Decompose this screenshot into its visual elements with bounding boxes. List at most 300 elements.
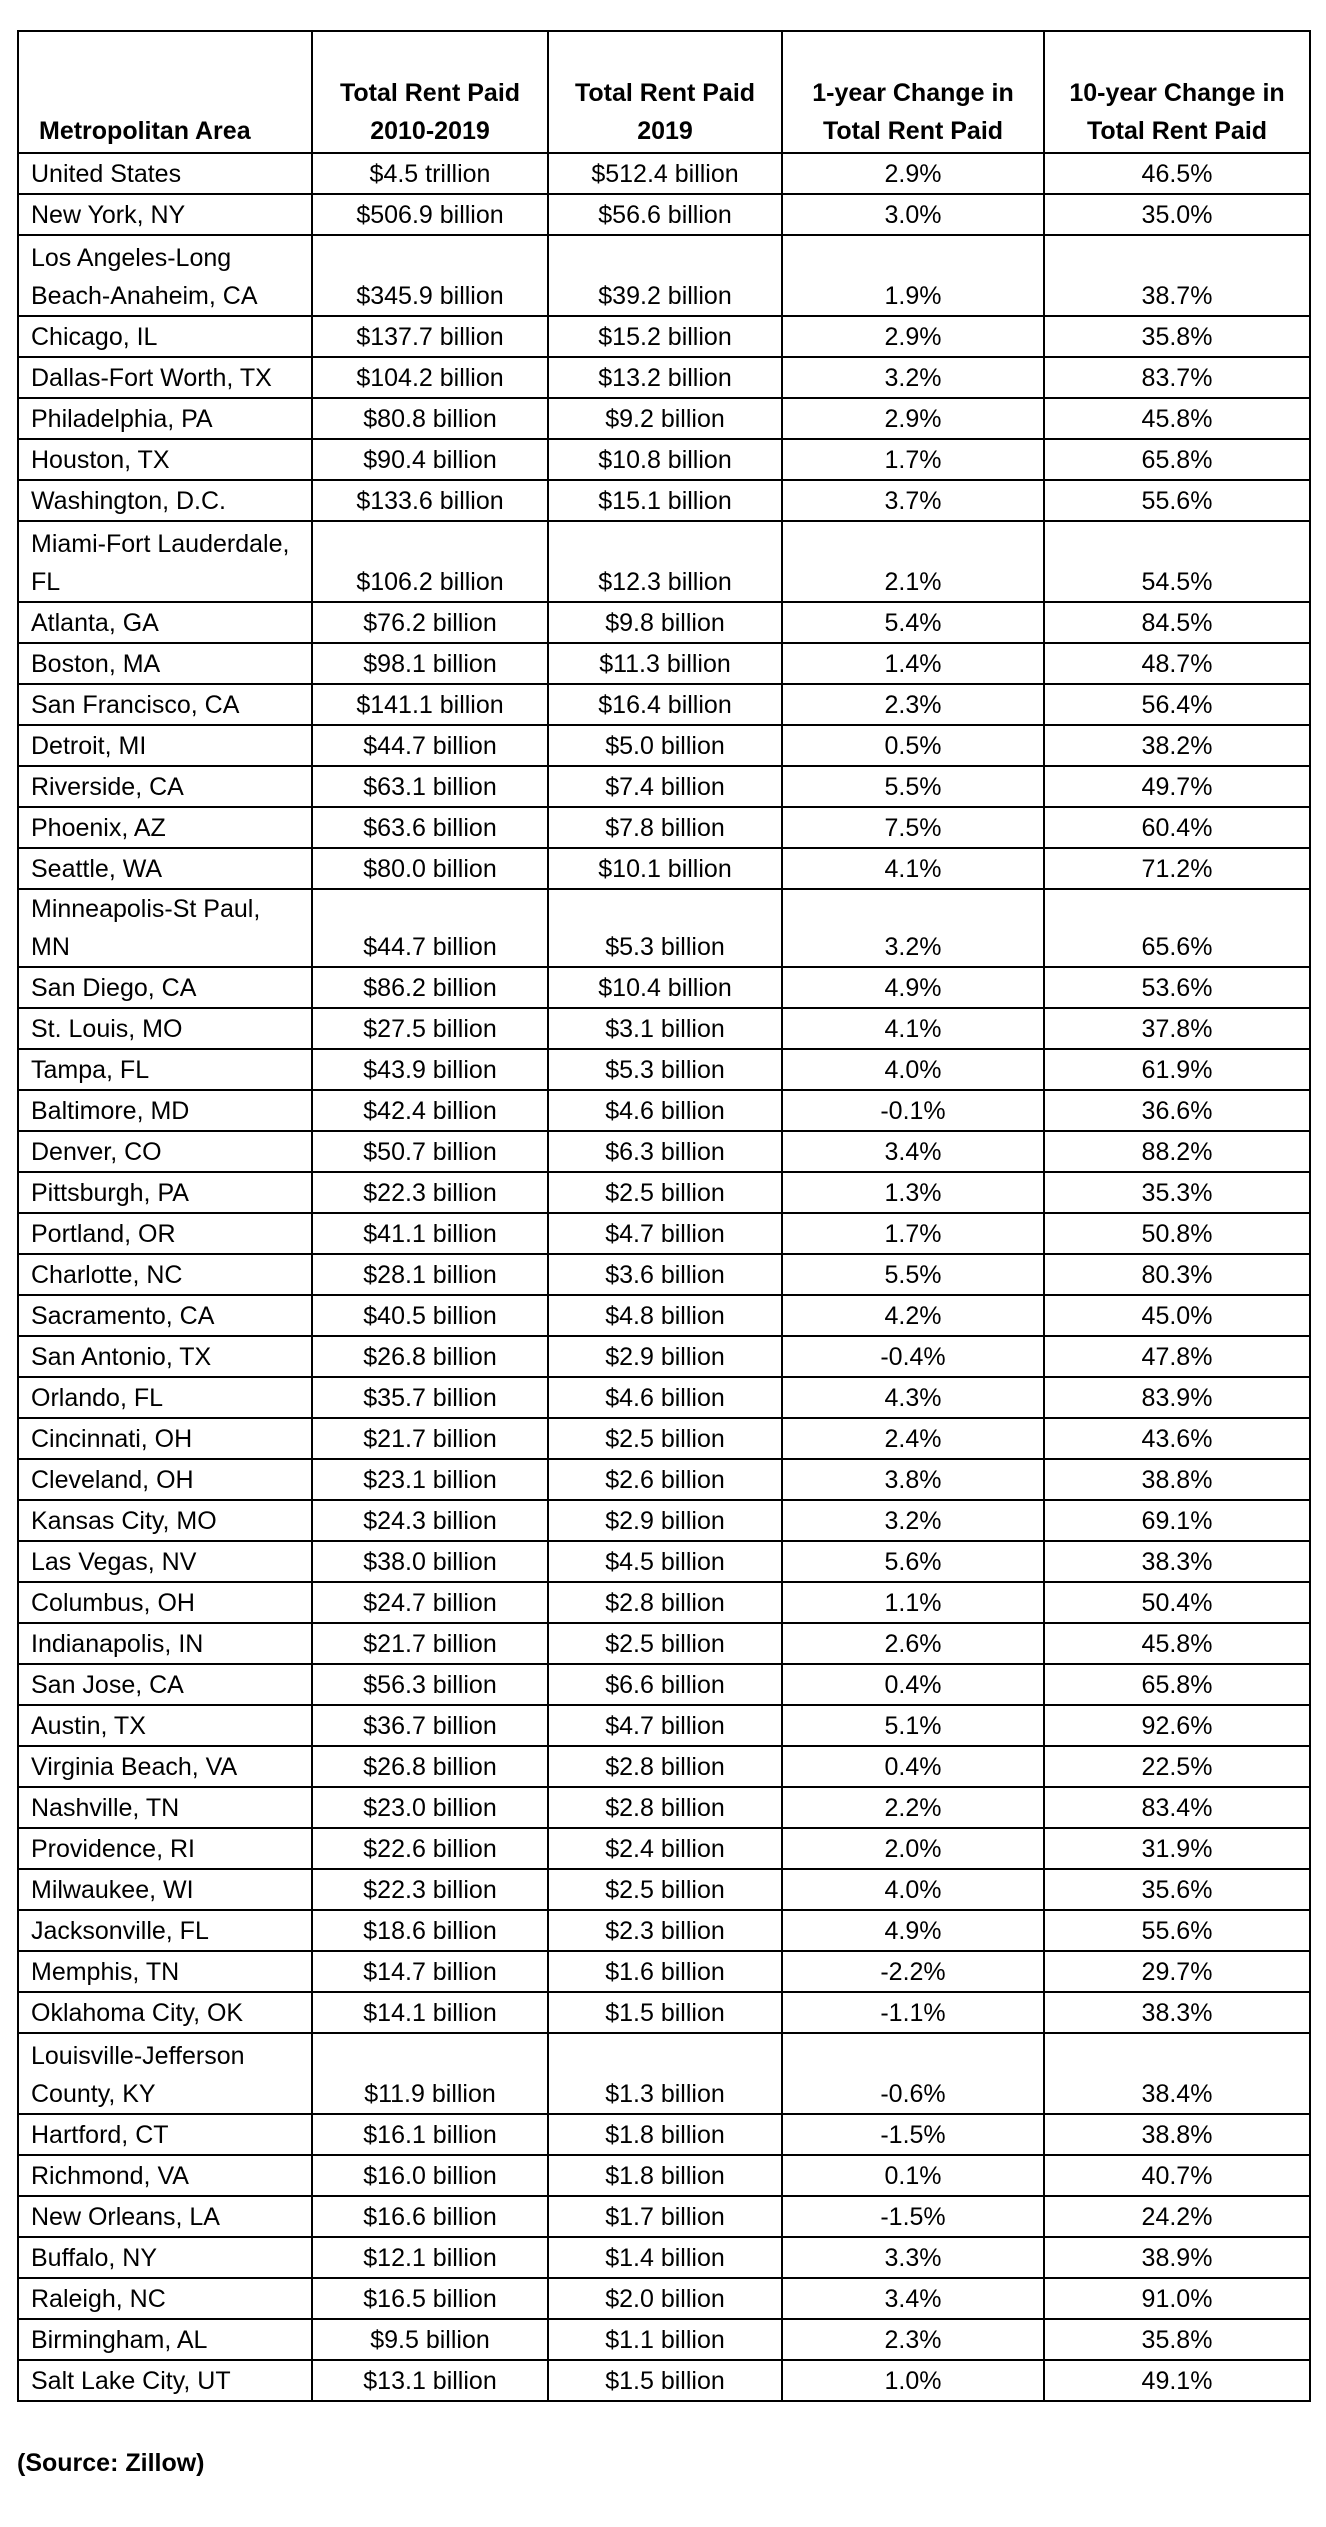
total-rent-2010-2019-cell: $13.1 billion xyxy=(312,2360,548,2401)
one-year-change-cell: -1.5% xyxy=(782,2114,1044,2155)
header-1-year-change: 1-year Change in Total Rent Paid xyxy=(782,31,1044,153)
total-rent-2019-cell: $16.4 billion xyxy=(548,684,782,725)
one-year-change-cell: -0.4% xyxy=(782,1336,1044,1377)
metro-area-cell: New York, NY xyxy=(18,194,312,235)
one-year-change-cell: 5.1% xyxy=(782,1705,1044,1746)
table-row xyxy=(18,1869,1310,1910)
one-year-change-cell: -0.1% xyxy=(782,1090,1044,1131)
table-row xyxy=(18,1090,1310,1131)
one-year-change-cell: 1.7% xyxy=(782,439,1044,480)
metro-area-cell: Minneapolis-St Paul, MN xyxy=(18,889,312,967)
total-rent-2019-cell: $7.8 billion xyxy=(548,807,782,848)
one-year-change-cell: 1.3% xyxy=(782,1172,1044,1213)
total-rent-2019-cell: $4.5 billion xyxy=(548,1541,782,1582)
one-year-change-cell: 5.5% xyxy=(782,1254,1044,1295)
header-metropolitan-area: Metropolitan Area xyxy=(18,31,312,153)
ten-year-change-cell: 60.4% xyxy=(1044,807,1310,848)
metro-area-cell: Cincinnati, OH xyxy=(18,1418,312,1459)
metro-area-cell: Memphis, TN xyxy=(18,1951,312,1992)
total-rent-2019-cell: $10.8 billion xyxy=(548,439,782,480)
table-row xyxy=(18,1172,1310,1213)
total-rent-2019-cell: $2.5 billion xyxy=(548,1623,782,1664)
one-year-change-cell: 3.7% xyxy=(782,480,1044,521)
metro-area-cell: Chicago, IL xyxy=(18,316,312,357)
total-rent-2019-cell: $4.8 billion xyxy=(548,1295,782,1336)
total-rent-2010-2019-cell: $4.5 trillion xyxy=(312,153,548,194)
ten-year-change-cell: 35.8% xyxy=(1044,316,1310,357)
ten-year-change-cell: 43.6% xyxy=(1044,1418,1310,1459)
table-row xyxy=(18,1951,1310,1992)
total-rent-2010-2019-cell: $80.8 billion xyxy=(312,398,548,439)
total-rent-2010-2019-cell: $16.5 billion xyxy=(312,2278,548,2319)
metro-area-cell: New Orleans, LA xyxy=(18,2196,312,2237)
total-rent-2010-2019-cell: $9.5 billion xyxy=(312,2319,548,2360)
total-rent-2010-2019-cell: $76.2 billion xyxy=(312,602,548,643)
ten-year-change-cell: 65.6% xyxy=(1044,889,1310,967)
table-row xyxy=(18,684,1310,725)
total-rent-2010-2019-cell: $41.1 billion xyxy=(312,1213,548,1254)
one-year-change-cell: 5.6% xyxy=(782,1541,1044,1582)
total-rent-2019-cell: $512.4 billion xyxy=(548,153,782,194)
one-year-change-cell: 3.2% xyxy=(782,1500,1044,1541)
total-rent-2019-cell: $39.2 billion xyxy=(548,235,782,316)
ten-year-change-cell: 45.0% xyxy=(1044,1295,1310,1336)
ten-year-change-cell: 38.3% xyxy=(1044,1541,1310,1582)
total-rent-2019-cell: $15.1 billion xyxy=(548,480,782,521)
metro-area-cell: Salt Lake City, UT xyxy=(18,2360,312,2401)
total-rent-2010-2019-cell: $21.7 billion xyxy=(312,1623,548,1664)
total-rent-2010-2019-cell: $16.0 billion xyxy=(312,2155,548,2196)
table-row xyxy=(18,1459,1310,1500)
total-rent-2019-cell: $6.3 billion xyxy=(548,1131,782,1172)
total-rent-2010-2019-cell: $40.5 billion xyxy=(312,1295,548,1336)
metro-area-cell: Boston, MA xyxy=(18,643,312,684)
total-rent-2010-2019-cell: $22.6 billion xyxy=(312,1828,548,1869)
total-rent-2019-cell: $2.9 billion xyxy=(548,1500,782,1541)
table-row xyxy=(18,1500,1310,1541)
ten-year-change-cell: 38.7% xyxy=(1044,235,1310,316)
ten-year-change-cell: 65.8% xyxy=(1044,1664,1310,1705)
one-year-change-cell: 2.2% xyxy=(782,1787,1044,1828)
total-rent-2010-2019-cell: $27.5 billion xyxy=(312,1008,548,1049)
metro-area-cell: Buffalo, NY xyxy=(18,2237,312,2278)
table-row xyxy=(18,1582,1310,1623)
metro-area-cell: Hartford, CT xyxy=(18,2114,312,2155)
total-rent-2010-2019-cell: $16.6 billion xyxy=(312,2196,548,2237)
metro-area-cell: Birmingham, AL xyxy=(18,2319,312,2360)
total-rent-2019-cell: $5.3 billion xyxy=(548,1049,782,1090)
metro-area-cell: San Francisco, CA xyxy=(18,684,312,725)
ten-year-change-cell: 69.1% xyxy=(1044,1500,1310,1541)
ten-year-change-cell: 35.0% xyxy=(1044,194,1310,235)
ten-year-change-cell: 35.6% xyxy=(1044,1869,1310,1910)
total-rent-2010-2019-cell: $14.1 billion xyxy=(312,1992,548,2033)
table-row xyxy=(18,1254,1310,1295)
total-rent-2010-2019-cell: $44.7 billion xyxy=(312,725,548,766)
total-rent-2019-cell: $2.4 billion xyxy=(548,1828,782,1869)
total-rent-2010-2019-cell: $345.9 billion xyxy=(312,235,548,316)
one-year-change-cell: 2.3% xyxy=(782,2319,1044,2360)
metro-area-cell: Nashville, TN xyxy=(18,1787,312,1828)
total-rent-2019-cell: $4.7 billion xyxy=(548,1705,782,1746)
metro-area-cell: Los Angeles-Long Beach-Anaheim, CA xyxy=(18,235,312,316)
total-rent-2010-2019-cell: $23.0 billion xyxy=(312,1787,548,1828)
table-row xyxy=(18,2114,1310,2155)
total-rent-2010-2019-cell: $44.7 billion xyxy=(312,889,548,967)
table-row xyxy=(18,1008,1310,1049)
total-rent-2019-cell: $7.4 billion xyxy=(548,766,782,807)
total-rent-2010-2019-cell: $98.1 billion xyxy=(312,643,548,684)
one-year-change-cell: 4.2% xyxy=(782,1295,1044,1336)
ten-year-change-cell: 38.8% xyxy=(1044,1459,1310,1500)
one-year-change-cell: -1.1% xyxy=(782,1992,1044,2033)
table-row xyxy=(18,398,1310,439)
one-year-change-cell: 5.5% xyxy=(782,766,1044,807)
total-rent-2019-cell: $11.3 billion xyxy=(548,643,782,684)
total-rent-2010-2019-cell: $21.7 billion xyxy=(312,1418,548,1459)
table-row xyxy=(18,1295,1310,1336)
one-year-change-cell: 2.1% xyxy=(782,521,1044,602)
ten-year-change-cell: 50.8% xyxy=(1044,1213,1310,1254)
table-row xyxy=(18,1992,1310,2033)
total-rent-2010-2019-cell: $11.9 billion xyxy=(312,2033,548,2114)
metro-area-cell: Phoenix, AZ xyxy=(18,807,312,848)
metro-area-cell: Milwaukee, WI xyxy=(18,1869,312,1910)
one-year-change-cell: 7.5% xyxy=(782,807,1044,848)
ten-year-change-cell: 91.0% xyxy=(1044,2278,1310,2319)
total-rent-2019-cell: $15.2 billion xyxy=(548,316,782,357)
metro-area-cell: Miami-Fort Lauderdale, FL xyxy=(18,521,312,602)
ten-year-change-cell: 38.9% xyxy=(1044,2237,1310,2278)
table-body xyxy=(18,153,1310,2401)
total-rent-2019-cell: $2.6 billion xyxy=(548,1459,782,1500)
ten-year-change-cell: 71.2% xyxy=(1044,848,1310,889)
one-year-change-cell: -1.5% xyxy=(782,2196,1044,2237)
ten-year-change-cell: 48.7% xyxy=(1044,643,1310,684)
table-row xyxy=(18,807,1310,848)
one-year-change-cell: 3.4% xyxy=(782,2278,1044,2319)
table-row xyxy=(18,1049,1310,1090)
total-rent-2019-cell: $3.6 billion xyxy=(548,1254,782,1295)
table-row xyxy=(18,643,1310,684)
total-rent-2019-cell: $5.0 billion xyxy=(548,725,782,766)
table-row xyxy=(18,521,1310,602)
one-year-change-cell: 3.4% xyxy=(782,1131,1044,1172)
one-year-change-cell: 2.3% xyxy=(782,684,1044,725)
ten-year-change-cell: 24.2% xyxy=(1044,2196,1310,2237)
metro-area-cell: Portland, OR xyxy=(18,1213,312,1254)
ten-year-change-cell: 84.5% xyxy=(1044,602,1310,643)
metro-area-cell: Columbus, OH xyxy=(18,1582,312,1623)
total-rent-2010-2019-cell: $42.4 billion xyxy=(312,1090,548,1131)
table-row xyxy=(18,1787,1310,1828)
total-rent-2010-2019-cell: $18.6 billion xyxy=(312,1910,548,1951)
ten-year-change-cell: 56.4% xyxy=(1044,684,1310,725)
ten-year-change-cell: 38.3% xyxy=(1044,1992,1310,2033)
table-row xyxy=(18,602,1310,643)
table-row xyxy=(18,1213,1310,1254)
one-year-change-cell: 2.9% xyxy=(782,153,1044,194)
table-row xyxy=(18,153,1310,194)
one-year-change-cell: 0.4% xyxy=(782,1664,1044,1705)
one-year-change-cell: 4.9% xyxy=(782,967,1044,1008)
total-rent-2010-2019-cell: $23.1 billion xyxy=(312,1459,548,1500)
metro-area-cell: United States xyxy=(18,153,312,194)
total-rent-2019-cell: $2.3 billion xyxy=(548,1910,782,1951)
one-year-change-cell: 3.2% xyxy=(782,357,1044,398)
total-rent-2019-cell: $6.6 billion xyxy=(548,1664,782,1705)
total-rent-2010-2019-cell: $133.6 billion xyxy=(312,480,548,521)
total-rent-2010-2019-cell: $24.3 billion xyxy=(312,1500,548,1541)
ten-year-change-cell: 49.1% xyxy=(1044,2360,1310,2401)
ten-year-change-cell: 38.4% xyxy=(1044,2033,1310,2114)
one-year-change-cell: 2.0% xyxy=(782,1828,1044,1869)
total-rent-2019-cell: $2.9 billion xyxy=(548,1336,782,1377)
table-row xyxy=(18,2033,1310,2114)
ten-year-change-cell: 45.8% xyxy=(1044,1623,1310,1664)
table-row xyxy=(18,2155,1310,2196)
total-rent-2019-cell: $1.4 billion xyxy=(548,2237,782,2278)
metro-area-cell: Baltimore, MD xyxy=(18,1090,312,1131)
metro-area-cell: Denver, CO xyxy=(18,1131,312,1172)
total-rent-2010-2019-cell: $104.2 billion xyxy=(312,357,548,398)
one-year-change-cell: 4.9% xyxy=(782,1910,1044,1951)
total-rent-2010-2019-cell: $26.8 billion xyxy=(312,1746,548,1787)
total-rent-2019-cell: $13.2 billion xyxy=(548,357,782,398)
header-10-year-change: 10-year Change in Total Rent Paid xyxy=(1044,31,1310,153)
one-year-change-cell: 0.1% xyxy=(782,2155,1044,2196)
ten-year-change-cell: 65.8% xyxy=(1044,439,1310,480)
total-rent-2010-2019-cell: $63.6 billion xyxy=(312,807,548,848)
table-row xyxy=(18,1664,1310,1705)
ten-year-change-cell: 83.7% xyxy=(1044,357,1310,398)
metro-area-cell: San Jose, CA xyxy=(18,1664,312,1705)
table-row xyxy=(18,1910,1310,1951)
total-rent-2019-cell: $2.0 billion xyxy=(548,2278,782,2319)
metro-area-cell: Providence, RI xyxy=(18,1828,312,1869)
ten-year-change-cell: 45.8% xyxy=(1044,398,1310,439)
metro-area-cell: Charlotte, NC xyxy=(18,1254,312,1295)
total-rent-2019-cell: $4.6 billion xyxy=(548,1377,782,1418)
ten-year-change-cell: 40.7% xyxy=(1044,2155,1310,2196)
metro-area-cell: Cleveland, OH xyxy=(18,1459,312,1500)
table-row xyxy=(18,2360,1310,2401)
total-rent-2019-cell: $2.5 billion xyxy=(548,1172,782,1213)
one-year-change-cell: 1.1% xyxy=(782,1582,1044,1623)
one-year-change-cell: 3.3% xyxy=(782,2237,1044,2278)
ten-year-change-cell: 47.8% xyxy=(1044,1336,1310,1377)
one-year-change-cell: -2.2% xyxy=(782,1951,1044,1992)
total-rent-2010-2019-cell: $22.3 billion xyxy=(312,1172,548,1213)
total-rent-2019-cell: $1.3 billion xyxy=(548,2033,782,2114)
total-rent-2019-cell: $5.3 billion xyxy=(548,889,782,967)
one-year-change-cell: 1.9% xyxy=(782,235,1044,316)
table-row xyxy=(18,889,1310,967)
total-rent-2019-cell: $1.5 billion xyxy=(548,1992,782,2033)
one-year-change-cell: 0.5% xyxy=(782,725,1044,766)
table-row xyxy=(18,725,1310,766)
ten-year-change-cell: 50.4% xyxy=(1044,1582,1310,1623)
table-row xyxy=(18,967,1310,1008)
total-rent-2019-cell: $2.8 billion xyxy=(548,1746,782,1787)
total-rent-2010-2019-cell: $106.2 billion xyxy=(312,521,548,602)
ten-year-change-cell: 38.8% xyxy=(1044,2114,1310,2155)
table-row xyxy=(18,439,1310,480)
total-rent-2010-2019-cell: $86.2 billion xyxy=(312,967,548,1008)
total-rent-2010-2019-cell: $14.7 billion xyxy=(312,1951,548,1992)
total-rent-2010-2019-cell: $90.4 billion xyxy=(312,439,548,480)
table-row xyxy=(18,2319,1310,2360)
total-rent-2019-cell: $1.8 billion xyxy=(548,2155,782,2196)
total-rent-2019-cell: $10.1 billion xyxy=(548,848,782,889)
ten-year-change-cell: 53.6% xyxy=(1044,967,1310,1008)
total-rent-2010-2019-cell: $506.9 billion xyxy=(312,194,548,235)
header-row xyxy=(18,31,1310,153)
table-row xyxy=(18,1377,1310,1418)
total-rent-2019-cell: $2.8 billion xyxy=(548,1787,782,1828)
total-rent-2019-cell: $4.7 billion xyxy=(548,1213,782,1254)
header-total-rent-2019: Total Rent Paid 2019 xyxy=(548,31,782,153)
total-rent-2019-cell: $9.8 billion xyxy=(548,602,782,643)
total-rent-2010-2019-cell: $16.1 billion xyxy=(312,2114,548,2155)
total-rent-2010-2019-cell: $38.0 billion xyxy=(312,1541,548,1582)
metro-area-cell: Philadelphia, PA xyxy=(18,398,312,439)
metro-area-cell: Virginia Beach, VA xyxy=(18,1746,312,1787)
rent-table xyxy=(17,30,1311,2402)
total-rent-2010-2019-cell: $56.3 billion xyxy=(312,1664,548,1705)
ten-year-change-cell: 22.5% xyxy=(1044,1746,1310,1787)
ten-year-change-cell: 83.9% xyxy=(1044,1377,1310,1418)
metro-area-cell: Seattle, WA xyxy=(18,848,312,889)
metro-area-cell: Kansas City, MO xyxy=(18,1500,312,1541)
metro-area-cell: Riverside, CA xyxy=(18,766,312,807)
total-rent-2010-2019-cell: $50.7 billion xyxy=(312,1131,548,1172)
one-year-change-cell: -0.6% xyxy=(782,2033,1044,2114)
ten-year-change-cell: 49.7% xyxy=(1044,766,1310,807)
one-year-change-cell: 1.0% xyxy=(782,2360,1044,2401)
table-row xyxy=(18,1336,1310,1377)
total-rent-2019-cell: $2.5 billion xyxy=(548,1869,782,1910)
one-year-change-cell: 4.0% xyxy=(782,1049,1044,1090)
metro-area-cell: Tampa, FL xyxy=(18,1049,312,1090)
one-year-change-cell: 3.2% xyxy=(782,889,1044,967)
metro-area-cell: Louisville-Jefferson County, KY xyxy=(18,2033,312,2114)
metro-area-cell: Las Vegas, NV xyxy=(18,1541,312,1582)
total-rent-2019-cell: $10.4 billion xyxy=(548,967,782,1008)
table-row xyxy=(18,2278,1310,2319)
ten-year-change-cell: 46.5% xyxy=(1044,153,1310,194)
ten-year-change-cell: 35.3% xyxy=(1044,1172,1310,1213)
table-row xyxy=(18,1131,1310,1172)
total-rent-2019-cell: $1.7 billion xyxy=(548,2196,782,2237)
metro-area-cell: Sacramento, CA xyxy=(18,1295,312,1336)
total-rent-2010-2019-cell: $12.1 billion xyxy=(312,2237,548,2278)
source-note: (Source: Zillow) xyxy=(17,2449,205,2477)
ten-year-change-cell: 80.3% xyxy=(1044,1254,1310,1295)
total-rent-2010-2019-cell: $137.7 billion xyxy=(312,316,548,357)
one-year-change-cell: 2.9% xyxy=(782,316,1044,357)
ten-year-change-cell: 54.5% xyxy=(1044,521,1310,602)
table-row xyxy=(18,766,1310,807)
one-year-change-cell: 4.3% xyxy=(782,1377,1044,1418)
table-row xyxy=(18,357,1310,398)
one-year-change-cell: 1.7% xyxy=(782,1213,1044,1254)
one-year-change-cell: 4.0% xyxy=(782,1869,1044,1910)
metro-area-cell: St. Louis, MO xyxy=(18,1008,312,1049)
total-rent-2019-cell: $1.6 billion xyxy=(548,1951,782,1992)
total-rent-2019-cell: $2.8 billion xyxy=(548,1582,782,1623)
one-year-change-cell: 2.4% xyxy=(782,1418,1044,1459)
total-rent-2019-cell: $4.6 billion xyxy=(548,1090,782,1131)
metro-area-cell: Washington, D.C. xyxy=(18,480,312,521)
total-rent-2010-2019-cell: $35.7 billion xyxy=(312,1377,548,1418)
metro-area-cell: Raleigh, NC xyxy=(18,2278,312,2319)
table-row xyxy=(18,2196,1310,2237)
table-row xyxy=(18,1541,1310,1582)
metro-area-cell: San Antonio, TX xyxy=(18,1336,312,1377)
total-rent-2019-cell: $3.1 billion xyxy=(548,1008,782,1049)
one-year-change-cell: 0.4% xyxy=(782,1746,1044,1787)
total-rent-2010-2019-cell: $43.9 billion xyxy=(312,1049,548,1090)
table-row xyxy=(18,1746,1310,1787)
ten-year-change-cell: 61.9% xyxy=(1044,1049,1310,1090)
metro-area-cell: Houston, TX xyxy=(18,439,312,480)
table-row xyxy=(18,316,1310,357)
ten-year-change-cell: 55.6% xyxy=(1044,1910,1310,1951)
total-rent-2010-2019-cell: $141.1 billion xyxy=(312,684,548,725)
metro-area-cell: Richmond, VA xyxy=(18,2155,312,2196)
ten-year-change-cell: 38.2% xyxy=(1044,725,1310,766)
metro-area-cell: Detroit, MI xyxy=(18,725,312,766)
total-rent-2019-cell: $56.6 billion xyxy=(548,194,782,235)
total-rent-2010-2019-cell: $24.7 billion xyxy=(312,1582,548,1623)
ten-year-change-cell: 35.8% xyxy=(1044,2319,1310,2360)
total-rent-2019-cell: $1.1 billion xyxy=(548,2319,782,2360)
table-row xyxy=(18,1623,1310,1664)
one-year-change-cell: 3.8% xyxy=(782,1459,1044,1500)
total-rent-2019-cell: $1.5 billion xyxy=(548,2360,782,2401)
total-rent-2019-cell: $2.5 billion xyxy=(548,1418,782,1459)
table-row xyxy=(18,2237,1310,2278)
table-row xyxy=(18,848,1310,889)
metro-area-cell: Jacksonville, FL xyxy=(18,1910,312,1951)
total-rent-2010-2019-cell: $22.3 billion xyxy=(312,1869,548,1910)
ten-year-change-cell: 83.4% xyxy=(1044,1787,1310,1828)
ten-year-change-cell: 29.7% xyxy=(1044,1951,1310,1992)
table-row xyxy=(18,480,1310,521)
table-row xyxy=(18,194,1310,235)
metro-area-cell: Pittsburgh, PA xyxy=(18,1172,312,1213)
ten-year-change-cell: 36.6% xyxy=(1044,1090,1310,1131)
ten-year-change-cell: 37.8% xyxy=(1044,1008,1310,1049)
metro-area-cell: Orlando, FL xyxy=(18,1377,312,1418)
total-rent-2010-2019-cell: $80.0 billion xyxy=(312,848,548,889)
one-year-change-cell: 1.4% xyxy=(782,643,1044,684)
one-year-change-cell: 5.4% xyxy=(782,602,1044,643)
ten-year-change-cell: 92.6% xyxy=(1044,1705,1310,1746)
one-year-change-cell: 3.0% xyxy=(782,194,1044,235)
metro-area-cell: Dallas-Fort Worth, TX xyxy=(18,357,312,398)
total-rent-2010-2019-cell: $26.8 billion xyxy=(312,1336,548,1377)
metro-area-cell: Atlanta, GA xyxy=(18,602,312,643)
total-rent-2019-cell: $9.2 billion xyxy=(548,398,782,439)
ten-year-change-cell: 31.9% xyxy=(1044,1828,1310,1869)
metro-area-cell: San Diego, CA xyxy=(18,967,312,1008)
table-row xyxy=(18,1828,1310,1869)
one-year-change-cell: 2.6% xyxy=(782,1623,1044,1664)
one-year-change-cell: 4.1% xyxy=(782,1008,1044,1049)
table-row xyxy=(18,1705,1310,1746)
